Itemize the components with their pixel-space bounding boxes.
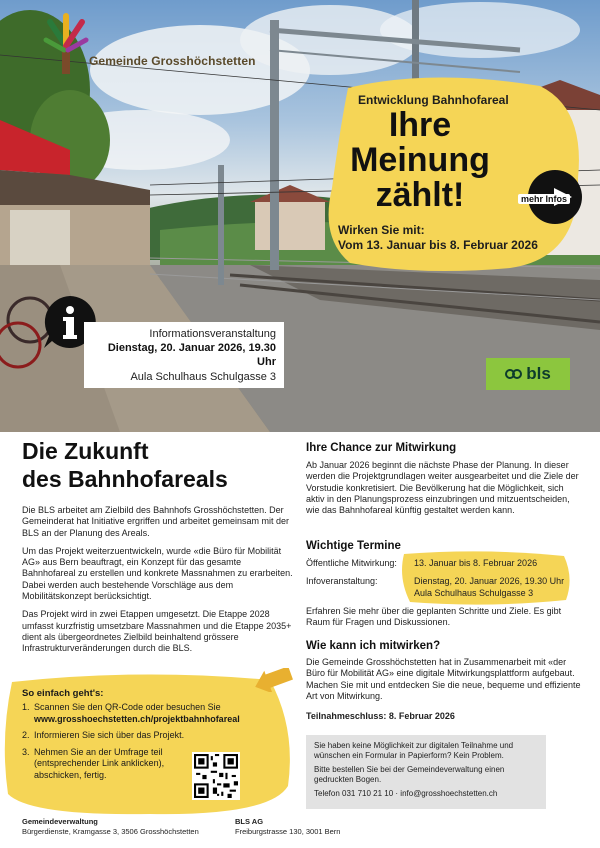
dates-text: Erfahren Sie mehr über die geplanten Schritte und Ziele. Es gibt Raum für Fragen und Diskussionen. bbox=[306, 606, 562, 628]
main-title-line1: Die Zukunft bbox=[22, 438, 149, 464]
intro-paragraph-3: Das Projekt wird in zwei Etappen umgesetzt. Die Etappe 2028 umfasst kurzfristig umsetzbare Massnahmen und die Etappe 2035+ dient als übergeordnetes Zielbild beinhaltend grössere Infrastrukturveränderungen durch die BLS. bbox=[22, 609, 292, 654]
step-number: 3. bbox=[22, 746, 30, 757]
hero-title-line2: Meinung bbox=[350, 141, 490, 179]
paper-text-2: Bitte bestellen Sie bei der Gemeindeverwaltung einen gedruckten Bogen. bbox=[314, 765, 505, 784]
more-info-label: mehr Infos bbox=[518, 194, 570, 204]
hero-title-line3: zählt! bbox=[375, 176, 465, 214]
steps-list bbox=[22, 702, 292, 786]
participation-text: Ab Januar 2026 beginnt die nächste Phase der Planung. In dieser werden die Projektgrundlagen weiter ausgearbeitet und die Ziele der Vorstudie konkretisiert. Die Bevölkerung hat die Möglichkeit, sich aktiv in den Planungsprozess einzubringen und mitzuentscheiden, wie das Bahnhofareal künftig gestaltet werden kann. bbox=[306, 460, 579, 516]
event-info-box bbox=[84, 322, 284, 388]
footer-municipality bbox=[22, 817, 199, 836]
info-event-label: Infoveranstaltung: bbox=[306, 576, 378, 586]
project-url-link[interactable]: www.grosshoechstetten.ch/projektbahnhofareal bbox=[34, 713, 240, 724]
step-number: 1. bbox=[22, 702, 30, 712]
event-date: Dienstag, 20. Januar 2026, 19.30 Uhr bbox=[107, 342, 276, 368]
step-item bbox=[22, 702, 292, 725]
intro-paragraph-2: Um das Projekt weiterzuentwickeln, wurde «die Büro für Mobilität AG» aus Bern beauftragt, ein Konzept für das gesamte Bahnhofareal zu erstellen und konkrete Massnahmen zu erarbeiten. Dabei werden auch bestehende Vorschläge aus dem Mobilitätskonzept berücksichtigt. bbox=[22, 545, 293, 602]
paper-form-box bbox=[306, 735, 546, 809]
intro-text bbox=[22, 505, 297, 662]
more-info-button[interactable] bbox=[521, 170, 582, 224]
footer-bls bbox=[235, 817, 340, 836]
step-text: Nehmen Sie an der Umfrage teil (entsprechender Link anklicken), abschicken, fertig. bbox=[34, 746, 165, 780]
bls-logo-mark-icon bbox=[505, 367, 523, 381]
step-item bbox=[22, 747, 187, 782]
arrow-down-left-icon bbox=[254, 668, 294, 692]
steps-heading: So einfach geht's: bbox=[22, 688, 104, 699]
footer-org-2: BLS AG bbox=[235, 817, 264, 826]
hero-kicker: Entwicklung Bahnhofareal bbox=[358, 93, 509, 107]
intro-paragraph-1: Die BLS arbeitet am Zielbild des Bahnhofs Grosshöchstetten. Der Gemeinderat hat Initiative ergriffen und arbeitet gemeinsam mit der BLS an der Planung des Areals. bbox=[22, 505, 289, 538]
qr-code[interactable] bbox=[192, 752, 240, 800]
deadline: Teilnahmeschluss: 8. Februar 2026 bbox=[306, 711, 455, 721]
municipality-logo bbox=[40, 10, 92, 76]
main-title-line2: des Bahnhofareals bbox=[22, 466, 228, 492]
footer-org-1: Gemeindeverwaltung bbox=[22, 817, 98, 826]
hero-sub-line2: Vom 13. Januar bis 8. Februar 2026 bbox=[338, 238, 538, 252]
step-text: Scannen Sie den QR-Code oder besuchen Sie bbox=[34, 702, 221, 712]
main-title bbox=[22, 437, 228, 493]
event-title: Informationsveranstaltung bbox=[149, 328, 276, 340]
step-text: Informieren Sie sich über das Projekt. bbox=[34, 730, 185, 740]
hero-subtitle bbox=[338, 223, 538, 253]
bls-logo-text: bls bbox=[526, 364, 551, 383]
public-participation-date: 13. Januar bis 8. Februar 2026 bbox=[414, 558, 538, 568]
dates-heading: Wichtige Termine bbox=[306, 540, 401, 552]
hero-sub-line1: Wirken Sie mit: bbox=[338, 223, 425, 237]
participation-heading: Ihre Chance zur Mitwirkung bbox=[306, 442, 457, 454]
step-item bbox=[22, 730, 192, 742]
step-number: 2. bbox=[22, 730, 30, 740]
how-text: Die Gemeinde Grosshöchstetten hat in Zusammenarbeit mit «der Büro für Mobilität AG» eine digitale Mitwirkungsplattform aufgebaut. Machen Sie mit und entdecken Sie die neue, bequeme und effiziente Art von Mitwirkung. bbox=[306, 657, 581, 701]
how-heading: Wie kann ich mitwirken? bbox=[306, 640, 441, 652]
municipality-name: Gemeinde Grosshöchstetten bbox=[89, 54, 256, 68]
info-event-location: Aula Schulhaus Schulgasse 3 bbox=[414, 587, 534, 598]
hero-title bbox=[345, 108, 495, 213]
footer-address-2: Freiburgstrasse 130, 3001 Bern bbox=[235, 826, 341, 836]
info-event-date: Dienstag, 20. Januar 2026, 19.30 Uhr bbox=[414, 576, 565, 586]
event-location: Aula Schulhaus Schulgasse 3 bbox=[130, 371, 276, 383]
hero-title-line1: Ihre bbox=[388, 106, 452, 144]
paper-text-1: Sie haben keine Möglichkeit zur digitalen Teilnahme und wünschen ein Formular in Papierform? Kein Problem. bbox=[314, 741, 514, 760]
info-event-value bbox=[414, 576, 564, 599]
contact-info[interactable]: Telefon 031 710 21 10 · info@grosshoechstetten.ch bbox=[314, 789, 498, 798]
bls-logo bbox=[486, 358, 570, 390]
footer-address-1: Bürgerdienste, Kramgasse 3, 3506 Grosshöchstetten bbox=[22, 826, 199, 836]
public-participation-label: Öffentliche Mitwirkung: bbox=[306, 558, 397, 568]
